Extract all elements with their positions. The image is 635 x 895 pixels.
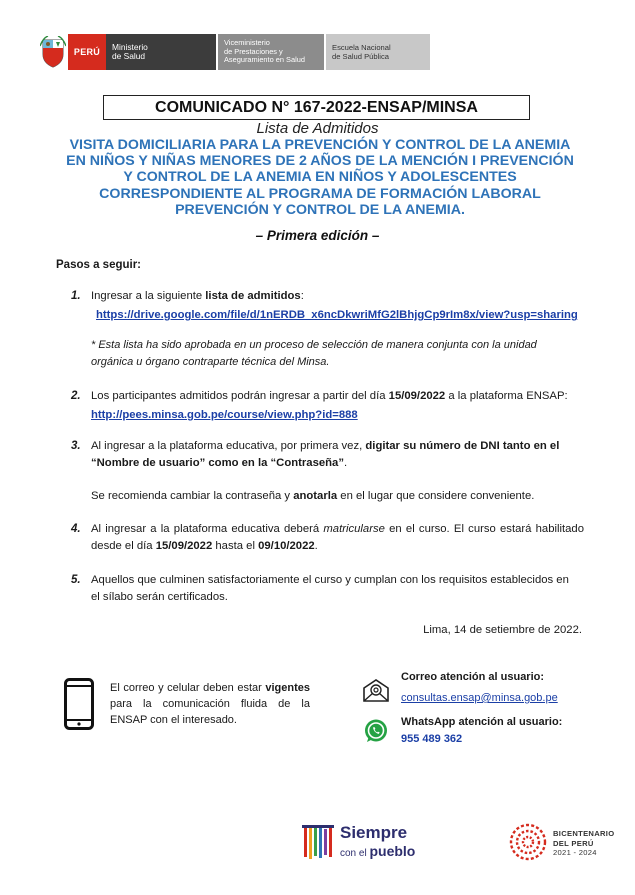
date-line: Lima, 14 de setiembre de 2022. [423,624,582,636]
whatsapp-number: 955 489 362 [401,733,463,745]
contact-info-text: El correo y celular deben estar vigentes para la comunicación fluida de la ENSAP con el interesado. [110,682,310,726]
edition-label: – Primera edición – [255,228,380,243]
bicentenario-logo-icon [508,822,548,862]
document-heading: VISITA DOMICILIARIA PARA LA PREVENCIÓN Y CONTROL DE LA ANEMIA EN NIÑOS Y NIÑAS MENORES DE 2 AÑOS DE LA MENCIÓN I PREVENCIÓN Y CONTROL DE LA ANEMIA EN NIÑOS Y ADOLESCENTES CORRESPONDIENTE AL PROGRAMA DE FORMACIÓN LABORAL PREVENCIÓN Y CONTROL DE LA ANEMIA. [66,137,574,218]
step-3-number: 3. [71,440,81,452]
step-1-text: Ingresar a la siguiente lista de admitidos: [91,290,304,302]
siempre-con-el-pueblo-logo-icon [302,823,336,863]
step-1-note: * Esta lista ha sido aprobada en un proceso de selección de manera conjunta con la unidad orgánica u órgano contraparte técnica del Minsa. [91,339,537,368]
mobile-phone-icon [64,678,94,730]
peru-logo: PERÚ [68,34,106,70]
step-2-number: 2. [71,390,81,402]
email-heading: Correo atención al usuario: [401,671,545,683]
email-at-icon [362,676,390,704]
step-4-text: Al ingresar a la plataforma educativa deberá matricularse en el curso. El curso estará habilitado desde el día 15/09/2022 hasta el 09/10/2022. [91,523,584,552]
vice-ministry-label: Viceministerio de Prestaciones y Aseguramiento en Salud [218,34,324,70]
admitted-list-link[interactable]: https://drive.google.com/file/d/1nERDB_x6ncDkwriMfG2lBhjgCp9rIm8x/view?usp=sharing [96,309,578,321]
steps-label: Pasos a seguir: [56,259,142,271]
step-5-number: 5. [71,574,81,586]
email-link[interactable]: consultas.ensap@minsa.gob.pe [401,692,558,704]
step-3-recommendation: Se recomienda cambiar la contraseña y anotarla en el lugar que considere conveniente. [91,490,535,502]
step-3-text: Al ingresar a la plataforma educativa, por primera vez, digitar su número de DNI tanto en el “Nombre de usuario” como en la “Contraseña”. [91,440,560,469]
whatsapp-heading: WhatsApp atención al usuario: [401,716,563,728]
bicentenario-label: BICENTENARIO DEL PERÚ 2021 - 2024 [553,829,615,857]
whatsapp-icon [363,718,389,744]
document-title: COMUNICADO N° 167-2022-ENSAP/MINSA [103,95,530,120]
slogan-main: Siempre [340,823,408,842]
school-label: Escuela Nacional de Salud Pública [326,34,430,70]
slogan-sub: con el pueblo [340,843,416,859]
step-5-text: Aquellos que culminen satisfactoriamente el curso y cumplan con los requisitos establecidos en el sílabo serán certificados. [91,574,569,603]
step-1-number: 1. [71,290,81,302]
coat-of-arms-icon [40,36,66,68]
step-2-text: Los participantes admitidos podrán ingresar a partir del día 15/09/2022 a la plataforma ENSAP: [91,390,568,402]
ministry-label: Ministerio de Salud [106,34,216,70]
platform-link[interactable]: http://pees.minsa.gob.pe/course/view.php?id=888 [91,409,358,421]
step-4-number: 4. [71,523,81,535]
document-subtitle: Lista de Admitidos [256,120,379,137]
